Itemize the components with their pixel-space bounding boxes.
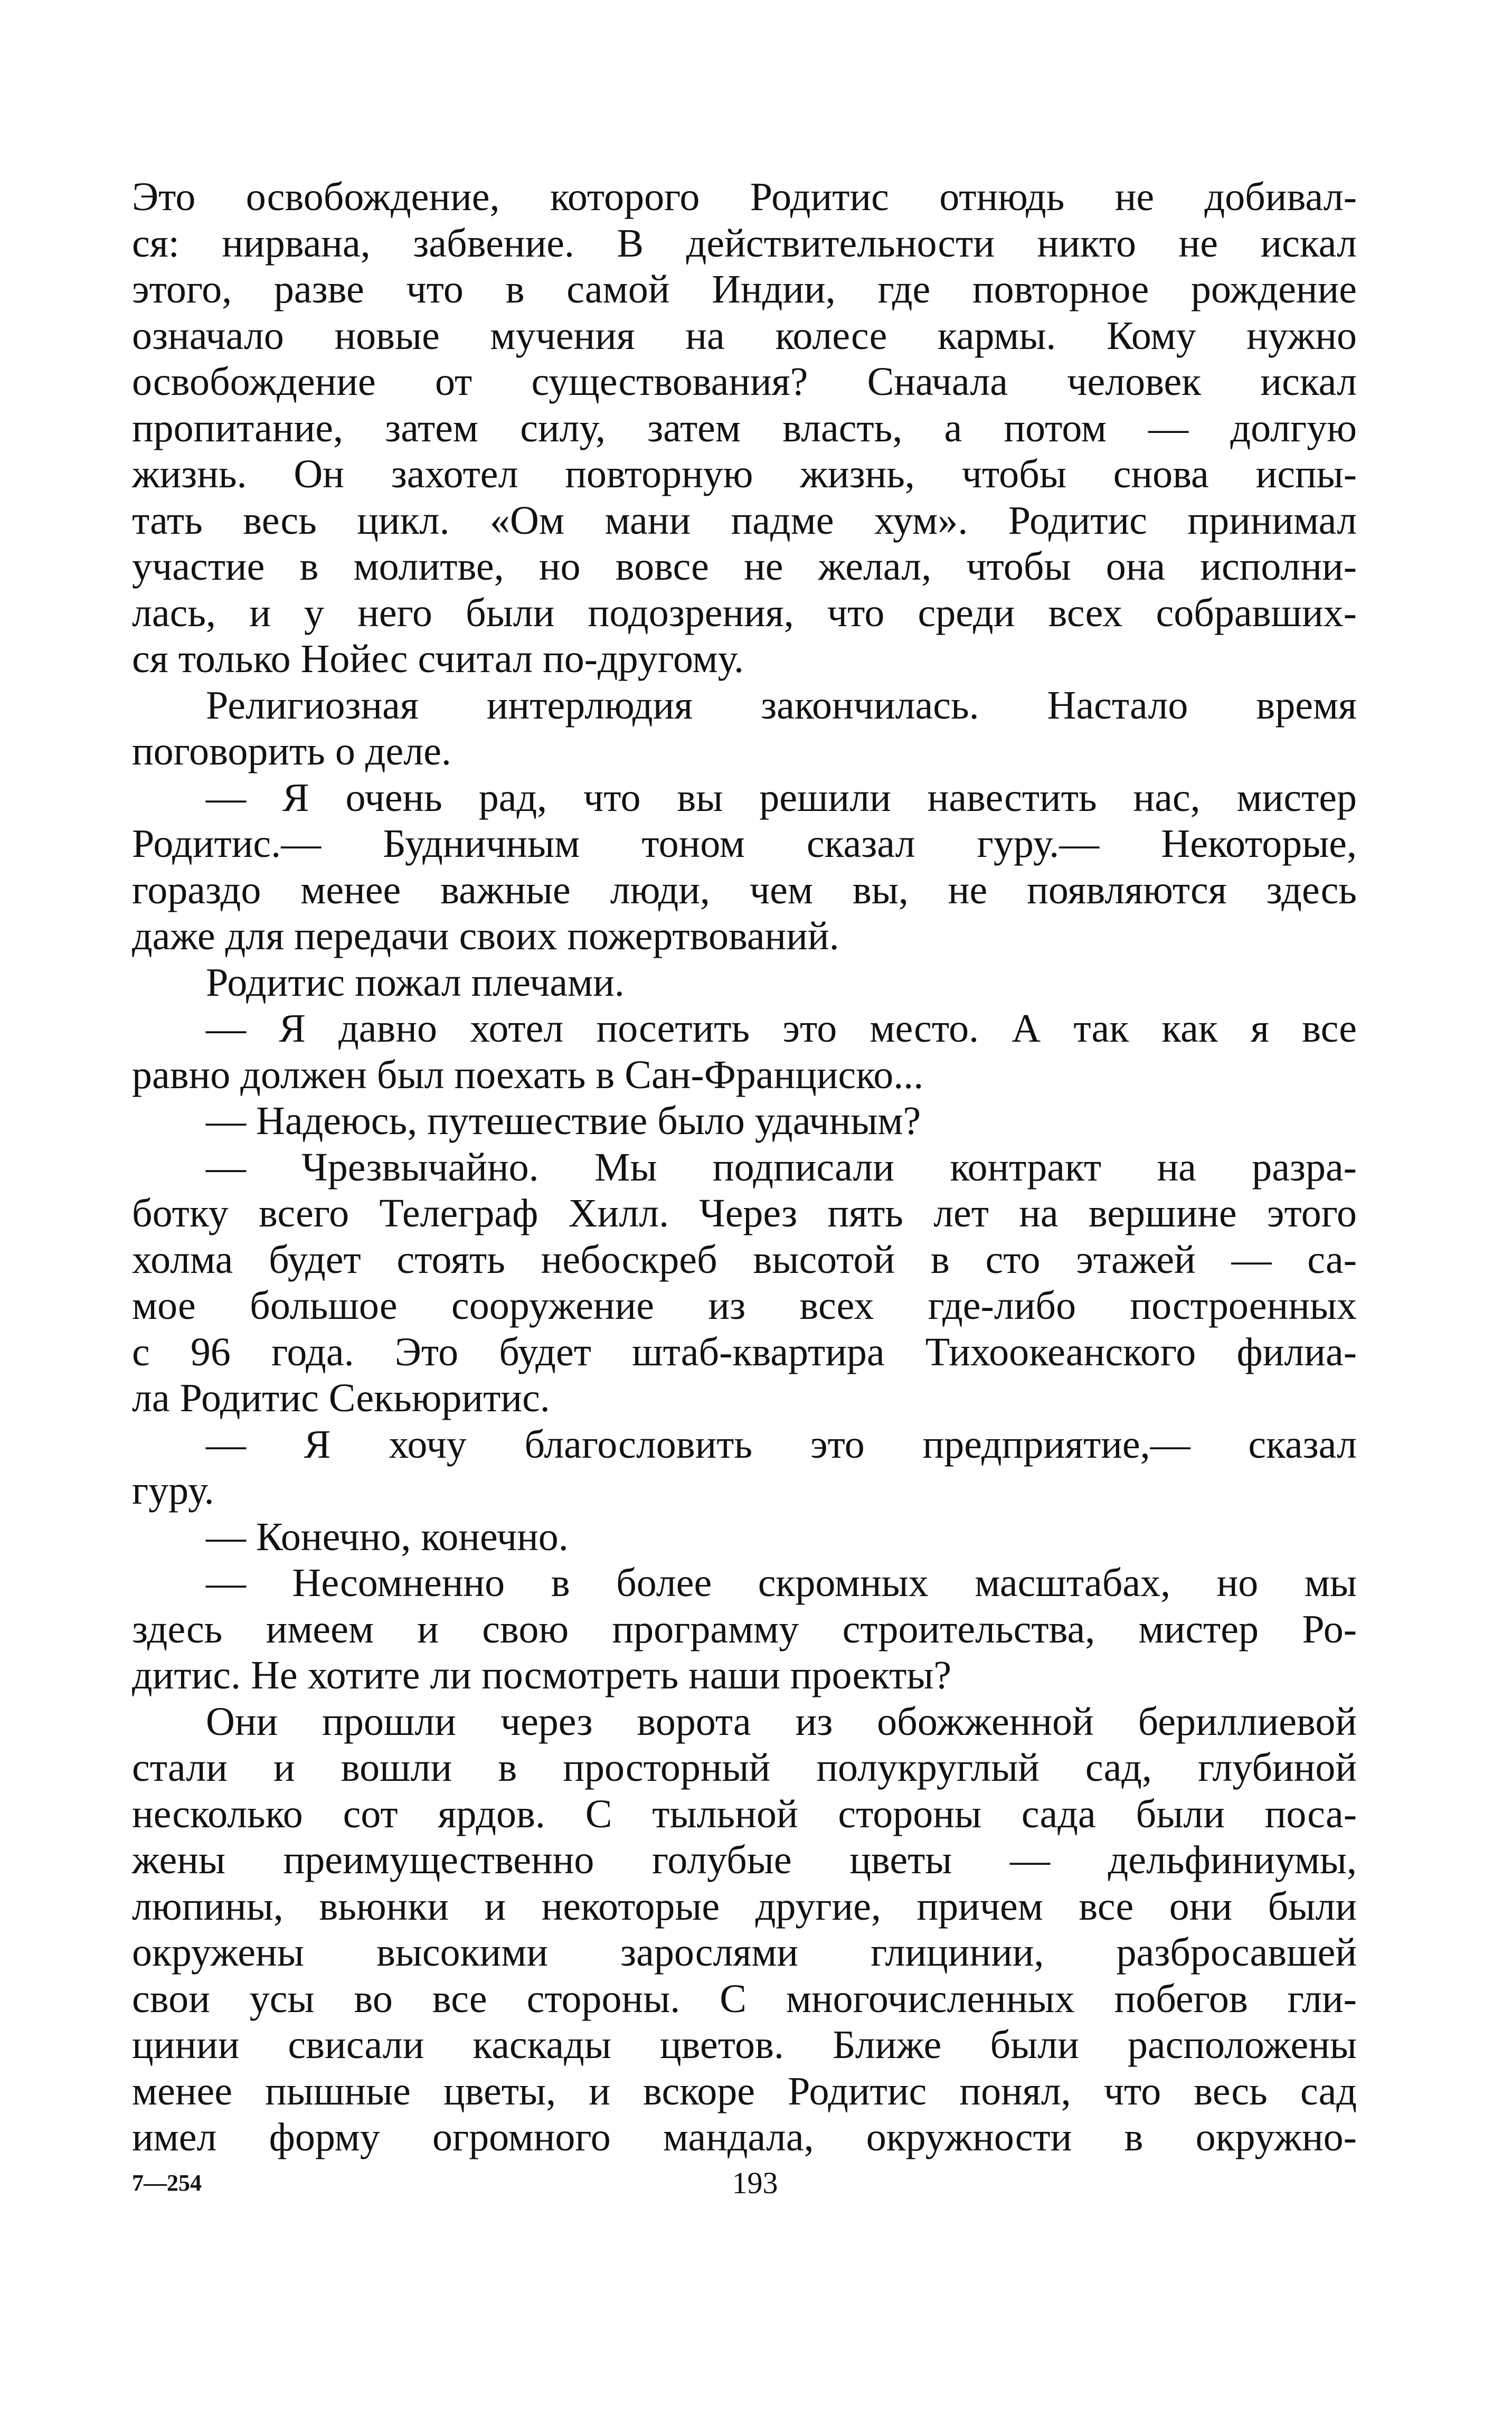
- text-line: равно должен был поехать в Сан-Франциско...: [132, 1052, 924, 1097]
- text-line: ботку всего Телеграф Хилл. Через пять лет на вершине этого: [132, 1191, 1357, 1235]
- text-line: этого, разве что в самой Индии, где повторное рождение: [132, 267, 1357, 312]
- text-line: жены преимущественно голубые цветы — дельфиниумы,: [132, 1838, 1357, 1882]
- text-line: Родитис.— Будничным тоном сказал гуру.— Некоторые,: [132, 822, 1357, 866]
- page-number: 193: [732, 2166, 778, 2200]
- text-line: люпины, вьюнки и некоторые другие, причем все они были: [132, 1884, 1357, 1929]
- text-line: Религиозная интерлюдия закончилась. Настало время: [206, 683, 1357, 728]
- text-line: окружены высокими зарослями глицинии, разбросавшей: [132, 1930, 1357, 1975]
- text-line: — Чрезвычайно. Мы подписали контракт на разра-: [206, 1145, 1357, 1190]
- text-line: Это освобождение, которого Родитис отнюдь не добивал-: [132, 175, 1357, 219]
- text-line: мое большое сооружение из всех где-либо построенных: [132, 1284, 1357, 1328]
- text-line: гуру.: [132, 1468, 214, 1513]
- text-line: ся: нирвана, забвение. В действительности никто не искал: [132, 221, 1357, 266]
- text-line: даже для передачи своих пожертвований.: [132, 914, 839, 958]
- text-line: ся только Нойес считал по-другому.: [132, 637, 744, 681]
- text-line: — Я хочу благословить это предприятие,— сказал: [206, 1422, 1357, 1467]
- text-line: — Конечно, конечно.: [206, 1514, 569, 1559]
- text-line: Родитис пожал плечами.: [206, 960, 625, 1005]
- text-line: ла Родитис Секьюритис.: [132, 1376, 550, 1420]
- text-line: свои усы во все стороны. С многочисленных побегов гли-: [132, 1976, 1357, 2021]
- text-line: несколько сот ярдов. С тыльной стороны сада были поса-: [132, 1791, 1357, 1836]
- text-line: тать весь цикл. «Ом мани падме хум». Родитис принимал: [132, 498, 1357, 543]
- text-line: жизнь. Он захотел повторную жизнь, чтобы снова испы-: [132, 452, 1357, 496]
- body-text: [132, 174, 1357, 2161]
- text-line: холма будет стоять небоскреб высотой в сто этажей — са-: [132, 1237, 1357, 1282]
- text-line: освобождение от существования? Сначала человек искал: [132, 360, 1357, 404]
- text-line: — Несомненно в более скромных масштабах, но мы: [206, 1561, 1357, 1605]
- text-line: поговорить о деле.: [132, 729, 451, 773]
- text-line: — Я давно хотел посетить это место. А так как я все: [206, 1006, 1357, 1051]
- text-line: пропитание, затем силу, затем власть, а потом — долгую: [132, 405, 1357, 450]
- text-line: лась, и у него были подозрения, что среди всех собравших-: [132, 590, 1357, 635]
- text-line: менее пышные цветы, и вскоре Родитис понял, что весь сад: [132, 2069, 1357, 2113]
- text-line: Они прошли через ворота из обожженной бериллиевой: [206, 1699, 1357, 1744]
- printer-signature: 7—254: [132, 2170, 202, 2196]
- text-line: дитис. Не хотите ли посмотреть наши проекты?: [132, 1653, 952, 1697]
- text-line: означало новые мучения на колесе кармы. Кому нужно: [132, 313, 1357, 358]
- text-line: с 96 года. Это будет штаб-квартира Тихоокеанского филиа-: [132, 1329, 1357, 1374]
- text-line: — Надеюсь, путешествие было удачным?: [206, 1099, 921, 1143]
- text-line: — Я очень рад, что вы решили навестить нас, мистер: [206, 775, 1357, 820]
- text-line: здесь имеем и свою программу строительства, мистер Ро-: [132, 1607, 1357, 1651]
- text-line: участие в молитве, но вовсе не желал, чтобы она исполни-: [132, 544, 1357, 589]
- text-line: цинии свисали каскады цветов. Ближе были расположены: [132, 2023, 1357, 2067]
- text-line: гораздо менее важные люди, чем вы, не появляются здесь: [132, 867, 1357, 912]
- text-line: имел форму огромного мандала, окружности в окружно-: [132, 2115, 1357, 2159]
- text-line: стали и вошли в просторный полукруглый сад, глубиной: [132, 1745, 1357, 1790]
